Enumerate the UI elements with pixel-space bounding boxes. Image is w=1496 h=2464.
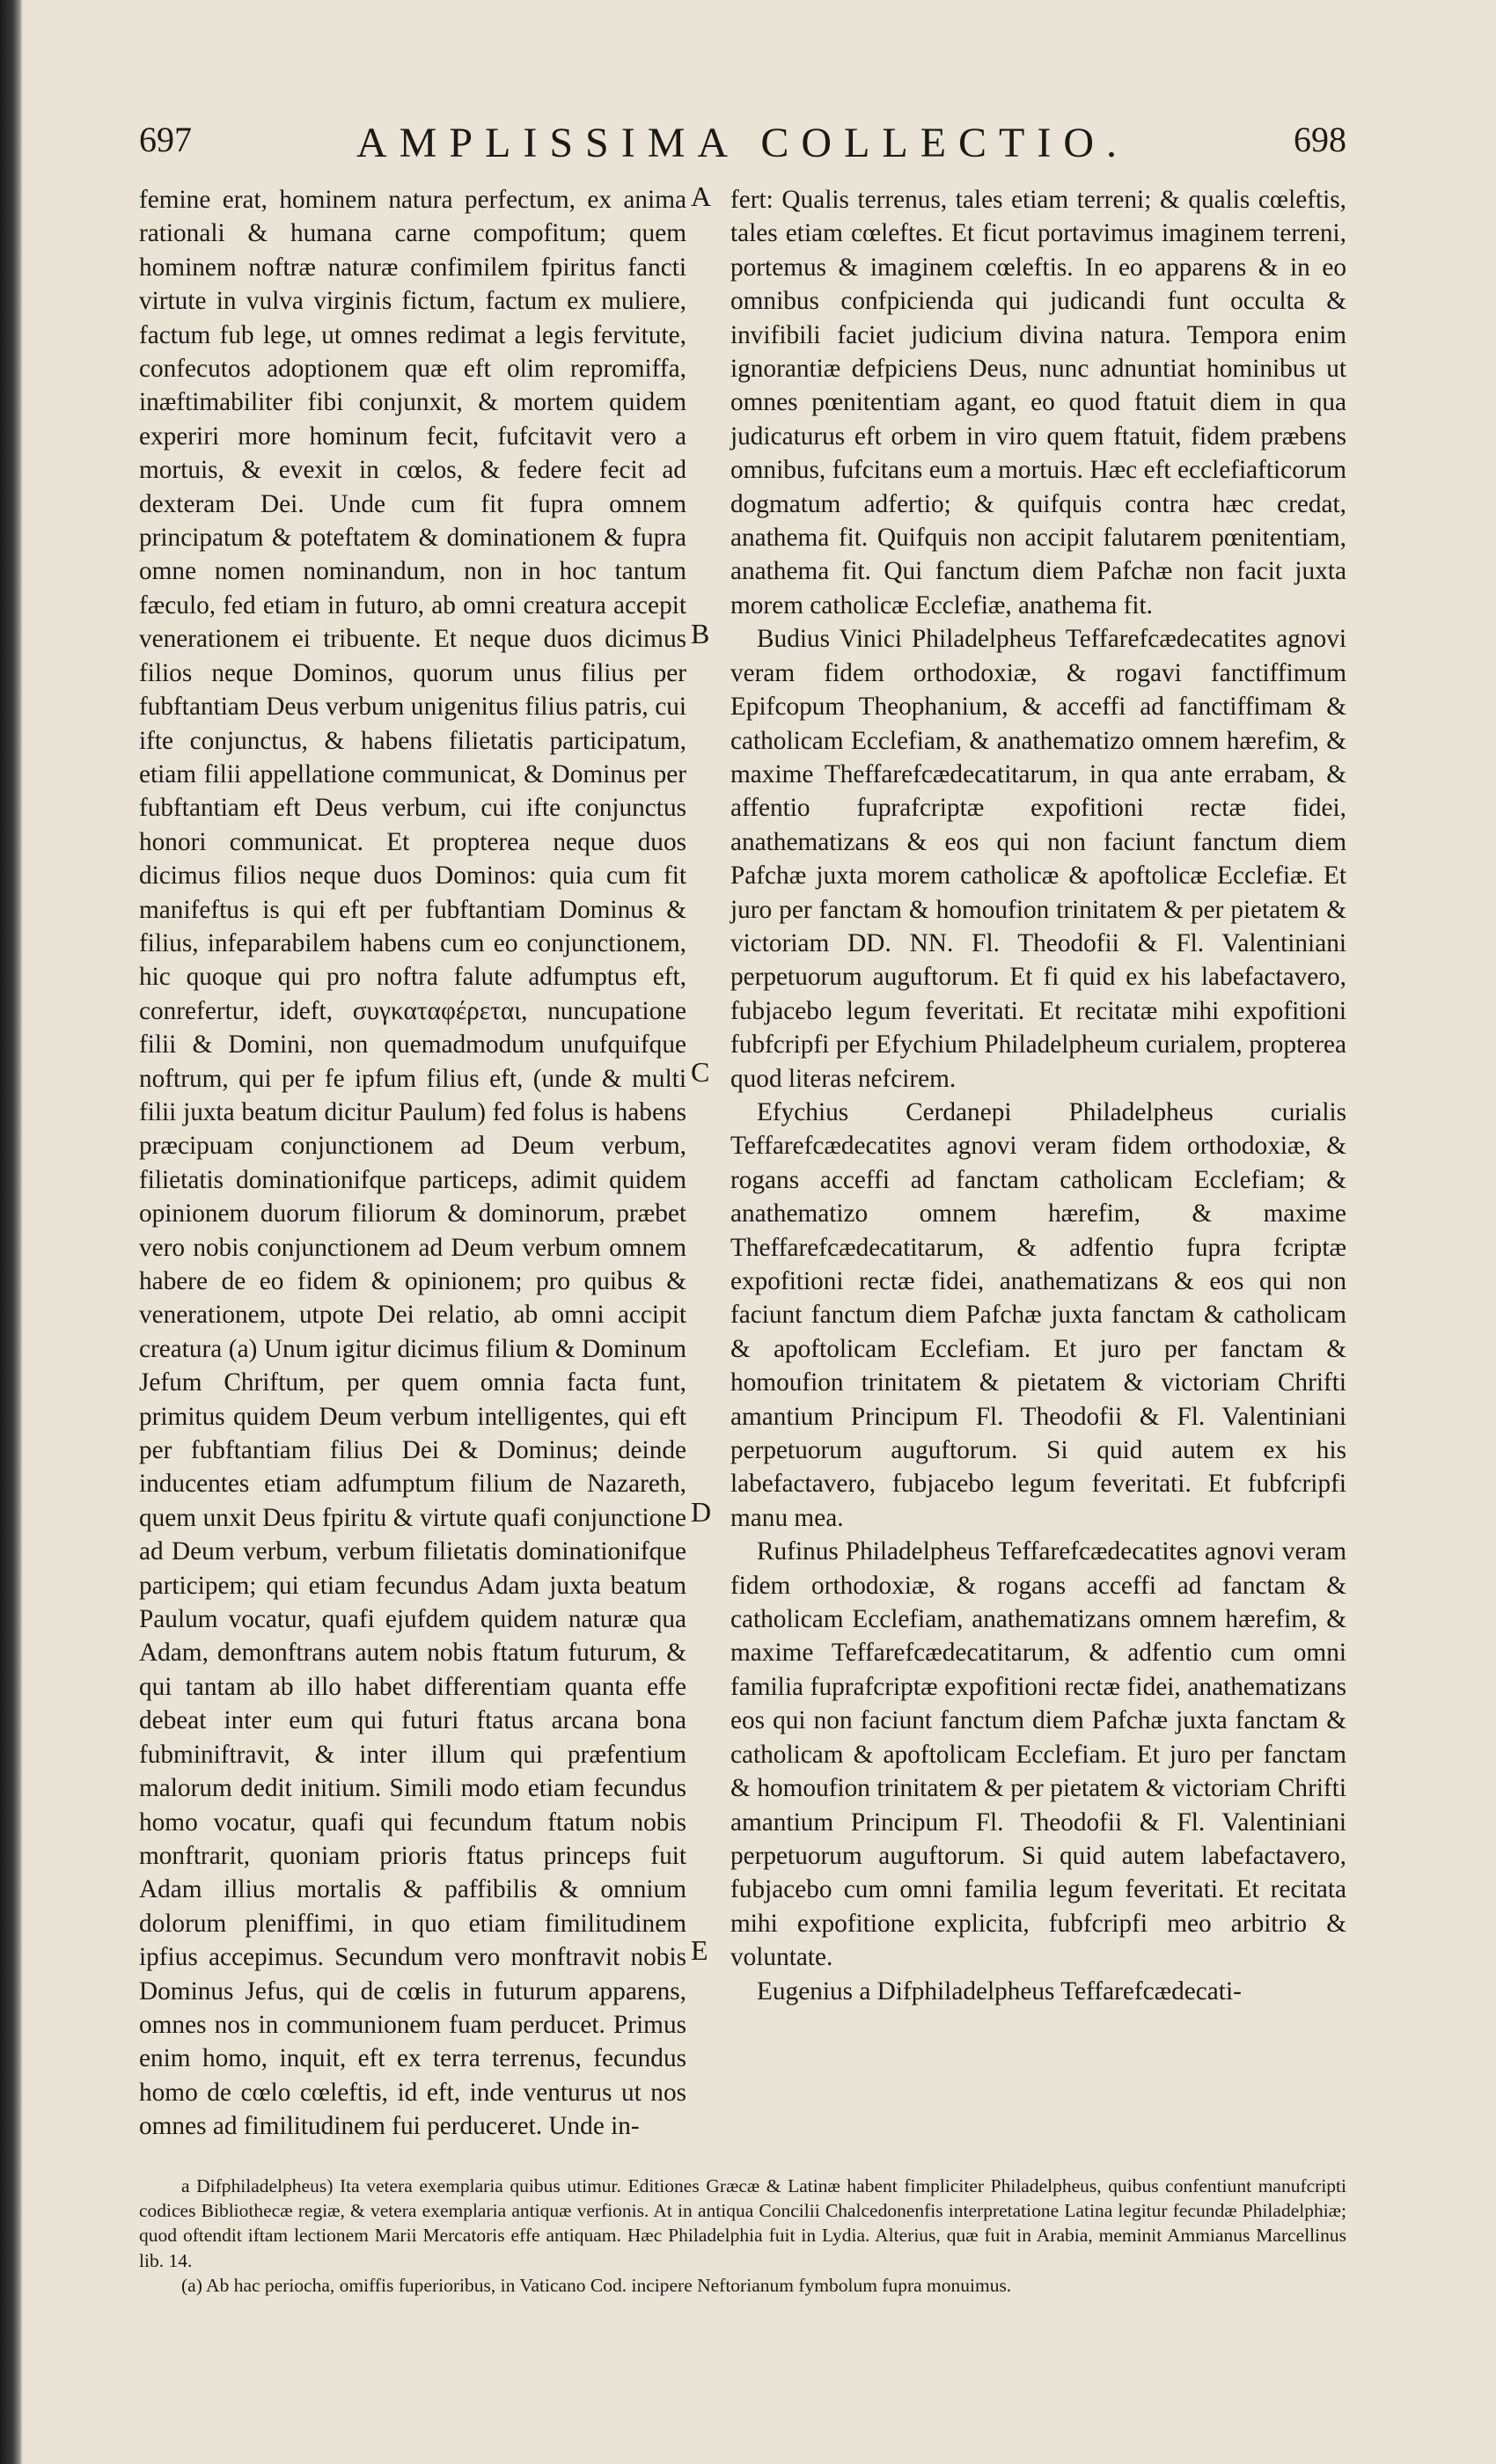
section-marker-d: D: [691, 1496, 712, 1528]
binding-shadow: [0, 0, 23, 2464]
right-column: [730, 183, 1346, 2008]
paragraph: Efychius Cerdanepi Philadelpheus curialis Teffarefcædecatites agnovi veram fidem orthodoxiæ, & rogans acceffi ad fanctam catholicam Ecclefiam; & anathematizo omnem hærefim, & maxime Theffarefcædecatitarum, & adfentio fupra fcriptæ expofitioni rectæ fidei, anathematizans & eos qui non faciunt fanctum diem Pafchæ juxta fanctam & catholicam & apoftolicam Ecclefiam. Et juro per fanctam & homoufion trinitatem & pietatem & victoriam Chrifti amantium Principum Fl. Theodofii & Fl. Valentiniani perpetuorum auguftorum. Si quid autem ex his labefactavero, fubjacebo legum feveritati. Et fubfcripfi manu mea.: [730, 1097, 1346, 1532]
page-number-right: 698: [1294, 120, 1346, 159]
page-header: [139, 119, 1346, 172]
paragraph: Rufinus Philadelpheus Teffarefcædecatites agnovi veram fidem orthodoxiæ, & rogans acceffi ad fanctam & catholicam Ecclefiam, anathematizans omnem hærefim, & maxime Teffarefcædecatitarum, & adfentio cum omni familia fuprafcriptæ expofitioni rectæ fidei, anathematizans eos qui non faciunt fanctum diem Pafchæ juxta fanctam & catholicam & apoftolicam Ecclefiam. Et juro per fanctam & homoufion trinitatem & per pietatem & victoriam Chrifti amantium Principum Fl. Theodofii & Fl. Valentiniani perpetuorum auguftorum. Si quid autem labefactavero, fubjacebo cum omni familia legum feveritati. Et recitata mihi expofitione explicita, fubfcripfi meo arbitrio & voluntate.: [730, 1537, 1346, 1972]
paragraph: Eugenius a Difphiladelpheus Teffarefcædecati-: [757, 1976, 1242, 2006]
paragraph: fert: Qualis terrenus, tales etiam terreni; & qualis cœleftis, tales etiam cœleftes. Et ficut portavimus imaginem terreni, portemus & imaginem cœleftis. In eo apparens & in eo omnibus confpicienda qui judicandi funt occulta & invifibili faciet judicium divina natura. Tempora enim ignorantiæ defpiciens Deus, nunc adnuntiat hominibus ut omnes pœnitentiam agant, eo quod ftatuit diem in qua judicaturus eft orbem in viro quem ftatuit, fidem præbens omnibus, fufcitans eum a mortuis. Hæc eft ecclefiafticorum dogmatum adfertio; & quifquis contra hæc credat, anathema fit. Quifquis non accipit falutarem pœnitentiam, anathema fit. Qui fanctum diem Pafchæ non facit juxta morem catholicæ Ecclefiæ, anathema fit.: [730, 186, 1346, 620]
footnotes: [139, 2174, 1346, 2298]
footnote: (a) Ab hac periocha, omiffis fuperioribus, in Vaticano Cod. incipere Neftorianum fymbolum fupra monuimus.: [181, 2274, 1012, 2296]
paragraph: Budius Vinici Philadelpheus Teffarefcædecatites agnovi veram fidem orthodoxiæ, & rogavi fanctiffimum Epifcopum Theophanium, & acceffi ad fanctiffimam & catholicam Ecclefiam, & anathematizo omnem hærefim, & maxime Theffarefcædecatitarum, in qua ante errabam, & affentio fuprafcriptæ expofitioni rectæ fidei, anathematizans & eos qui non faciunt fanctum diem Pafchæ juxta morem catholicæ & apoftolicæ Ecclefiæ. Et juro per fanctam & homoufion trinitatem & per pietatem & victoriam DD. NN. Fl. Theodofii & Fl. Valentiniani perpetuorum auguftorum. Et fi quid ex his labefactavero, fubjacebo legum feveritati. Et recitatæ mihi expofitioni fubfcripfi per Efychium Philadelpheum curialem, propterea quod literas nefcirem.: [730, 625, 1346, 1093]
page-number-left: 697: [139, 120, 192, 159]
left-column: [139, 183, 686, 2144]
section-marker-a: A: [691, 180, 712, 212]
section-marker-b: B: [691, 618, 710, 649]
footnote: a Difphiladelpheus) Ita vetera exemplaria quibus utimur. Editiones Græcæ & Latinæ habent fimpliciter Philadelpheus, quibus confentiunt manufcripti codices Bibliothecæ regiæ, & vetera exemplaria antiquæ verfionis. At in antiqua Concilii Chalcedonenfis interpretatione Latina legitur fecundæ Philadelphiæ; quod oftendit iftam lectionem Marii Mercatoris effe antiquam. Hæc Philadelphia fuit in Lydia. Alterius, quæ fuit in Arabia, meminit Ammianus Marcellinus lib. 14.: [139, 2175, 1346, 2271]
section-marker-c: C: [691, 1056, 710, 1088]
left-column-text: femine erat, hominem natura perfectum, ex anima rationali & humana carne compofitum; quem hominem noftræ naturæ confimilem fpiritus fancti virtute in vulva virginis fictum, factum ex muliere, factum fub lege, ut omnes redimat a legis fervitute, confecutos adoptionem quæ eft olim repromiffa, inæftimabiliter fibi conjunxit, & mortem quidem experiri more hominum fecit, fufcitavit vero a mortuis, & evexit in cœlos, & federe fecit ad dexteram Dei. Unde cum fit fupra omnem principatum & poteftatem & dominationem & fupra omne nomen nominandum, non in hoc tantum fæculo, fed etiam in futuro, ab omni creatura accepit venerationem ei tribuente. Et neque duos dicimus filios neque Dominos, quorum unus filius per fubftantiam Deus verbum unigenitus filius patris, cui ifte conjunctus, & habens filietatis participatum, etiam filii appellatione communicat, & Dominus per fubftantiam eft Deus verbum, cui ifte conjunctus honori communicat. Et propterea neque duos dicimus filios neque duos Dominos: quia cum fit manifeftus is qui eft per fubftantiam Dominus & filius, infeparabilem habens cum eo conjunctionem, hic quoque qui pro noftra falute adfumptus eft, conrefertur, ideft, συγκαταφέρεται, nuncupatione filii & Domini, non quemadmodum unufquifque noftrum, qui per fe ipfum filius eft, (unde & multi filii juxta beatum dicitur Paulum) fed folus is habens præcipuam conjunctionem ad Deum verbum, filietatis dominationifque particeps, adimit quidem opinionem duorum filiorum & dominorum, præbet vero nobis conjunctionem ad Deum verbum omnem habere de eo fidem & opinionem; pro quibus & venerationem, utpote Dei relatio, ab omni accipit creatura (a) Unum igitur dicimus filium & Dominum Jefum Chriftum, per quem omnia facta funt, primitus quidem Deum verbum intelligentes, qui eft per fubftantiam filius Dei & Dominus; deinde inducentes etiam adfumptum filium de Nazareth, quem unxit Deus fpiritu & virtute quafi conjunctione ad Deum verbum, verbum filietatis dominationifque participem; qui etiam fecundus Adam juxta beatum Paulum vocatur, quafi ejufdem quidem naturæ qua Adam, demonftrans autem nobis ftatum futurum, & qui tantam ab illo habet differentiam quanta effe debeat inter eum qui futuri ftatus arcana bona fubminiftravit, & inter illum qui præfentium malorum dedit initium. Simili modo etiam fecundus homo vocatur, quafi qui fecundum ftatum nobis monftrarit, quoniam prioris ftatus princeps fuit Adam illius mortalis & paffibilis & omnium dolorum pleniffimi, in quo etiam fimilitudinem ipfius accepimus. Secundum vero monftravit nobis Dominus Jefus, qui de cœlis in futurum apparens, omnes nos in communionem fuam perducet. Primus enim homo, inquit, eft ex terra terrenus, fecundus homo de cœlo cœleftis, id eft, inde venturus ut nos omnes ad fimilitudinem fui perduceret. Unde in-: [139, 186, 686, 2141]
running-title: AMPLISSIMA COLLECTIO.: [356, 120, 1130, 166]
section-marker-e: E: [691, 1934, 708, 1966]
